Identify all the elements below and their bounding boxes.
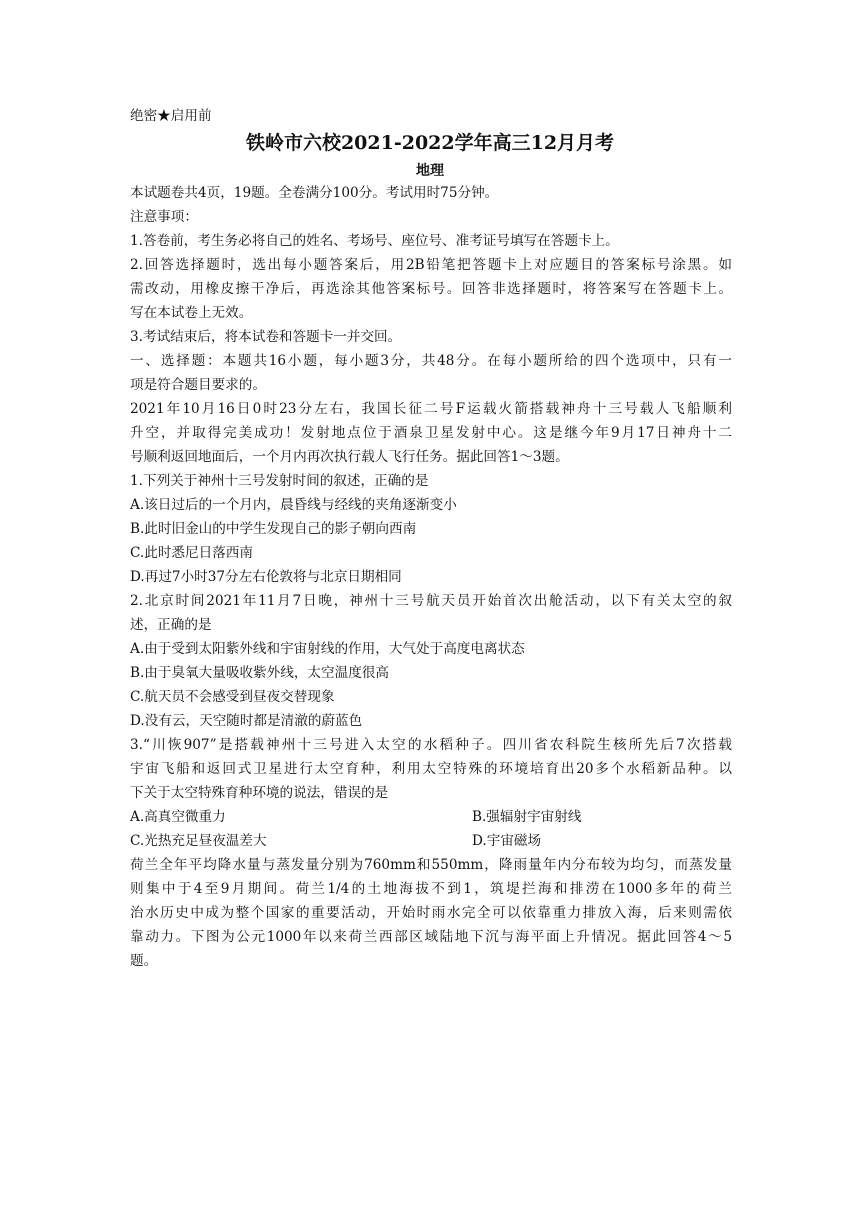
note-line: 1.答卷前，考生务必将自己的姓名、考场号、座位号、准考证号填写在答题卡上。 <box>130 233 619 249</box>
note-line: 写在本试卷上无效。 <box>130 305 253 321</box>
question-stem: 2.北京时间2021年11月7日晚，神州十三号航天员开始首次出舱活动，以下有关太空的叙 <box>130 593 732 609</box>
notes-heading: 注意事项： <box>130 209 198 225</box>
confidential-label: 绝密★启用前 <box>130 108 212 124</box>
question-option: C.此时悉尼日落西南 <box>130 545 253 561</box>
question-option: A.该日过后的一个月内，晨昏线与经线的夹角逐渐变小 <box>130 497 457 513</box>
question-option: A.由于受到太阳紫外线和宇宙射线的作用，大气处于高度电离状态 <box>130 641 525 657</box>
question-option: A.高真空微重力 <box>130 809 226 825</box>
section-heading: 一、选择题：本题共16小题，每小题3分，共48分。在每小题所给的四个选项中，只有一 <box>130 353 732 369</box>
question-stem: 1.下列关于神州十三号发射时间的叙述，正确的是 <box>130 473 429 489</box>
question-option: B.此时旧金山的中学生发现自己的影子朝向西南 <box>130 521 417 537</box>
question-stem: 述，正确的是 <box>130 617 212 633</box>
question-option: D.宇宙磁场 <box>472 833 542 849</box>
passage-line: 题。 <box>130 953 158 969</box>
passage-line: 升空，并取得完美成功！发射地点位于酒泉卫星发射中心。这是继今年9月17日神舟十二 <box>130 425 732 441</box>
question-stem: 3.“川恢907”是搭载神州十三号进入太空的水稻种子。四川省农科院生核所先后7次搭载 <box>130 737 732 753</box>
note-line: 3.考试结束后，将本试卷和答题卡一并交回。 <box>130 329 402 345</box>
question-option-row <box>130 829 732 853</box>
exam-title: 铁岭市六校2021-2022学年高三12月月考 <box>245 132 615 154</box>
passage-line: 荷兰全年平均降水量与蒸发量分别为760mm和550mm，降雨量年内分布较为均匀，而蒸发量 <box>130 857 732 873</box>
question-option: D.再过7小时37分左右伦敦将与北京日期相同 <box>130 569 402 585</box>
question-option: B.由于臭氧大量吸收紫外线，太空温度很高 <box>130 665 389 681</box>
exam-intro: 本试题卷共4页，19题。全卷满分100分。考试用时75分钟。 <box>130 185 499 201</box>
question-option: B.强辐射宇宙射线 <box>472 809 582 825</box>
note-line: 2.回答选择题时，选出每小题答案后，用2B铅笔把答题卡上对应题目的答案标号涂黑。如 <box>130 257 732 273</box>
question-option: C.航天员不会感受到昼夜交替现象 <box>130 689 335 705</box>
passage-line: 治水历史中成为整个国家的重要活动，开始时雨水完全可以依靠重力排放入海，后来则需依 <box>130 905 732 921</box>
question-option: D.没有云，天空随时都是清澈的蔚蓝色 <box>130 713 363 729</box>
subject-title: 地理 <box>416 163 444 179</box>
question-option: C.光热充足昼夜温差大 <box>130 833 267 849</box>
question-stem: 宇宙飞船和返回式卫星进行太空育种，利用太空特殊的环境培育出20多个水稻新品种。以 <box>130 761 732 777</box>
note-line: 需改动，用橡皮擦干净后，再选涂其他答案标号。回答非选择题时，将答案写在答题卡上。 <box>130 281 732 297</box>
passage-line: 2021年10月16日0时23分左右，我国长征二号F运载火箭搭载神舟十三号载人飞船顺利 <box>130 401 732 417</box>
passage-line: 则集中于4至9月期间。荷兰1/4的土地海拔不到1，筑堤拦海和排涝在1000多年的荷兰 <box>130 881 732 897</box>
passage-line: 靠动力。下图为公元1000年以来荷兰西部区域陆地下沉与海平面上升情况。据此回答4～5 <box>130 929 732 945</box>
passage-line: 号顺利返回地面后，一个月内再次执行载人飞行任务。据此回答1～3题。 <box>130 449 569 465</box>
section-heading: 项是符合题目要求的。 <box>130 377 266 393</box>
question-stem: 下关于太空特殊育种环境的说法，错误的是 <box>130 785 389 801</box>
question-option-row <box>130 805 732 829</box>
